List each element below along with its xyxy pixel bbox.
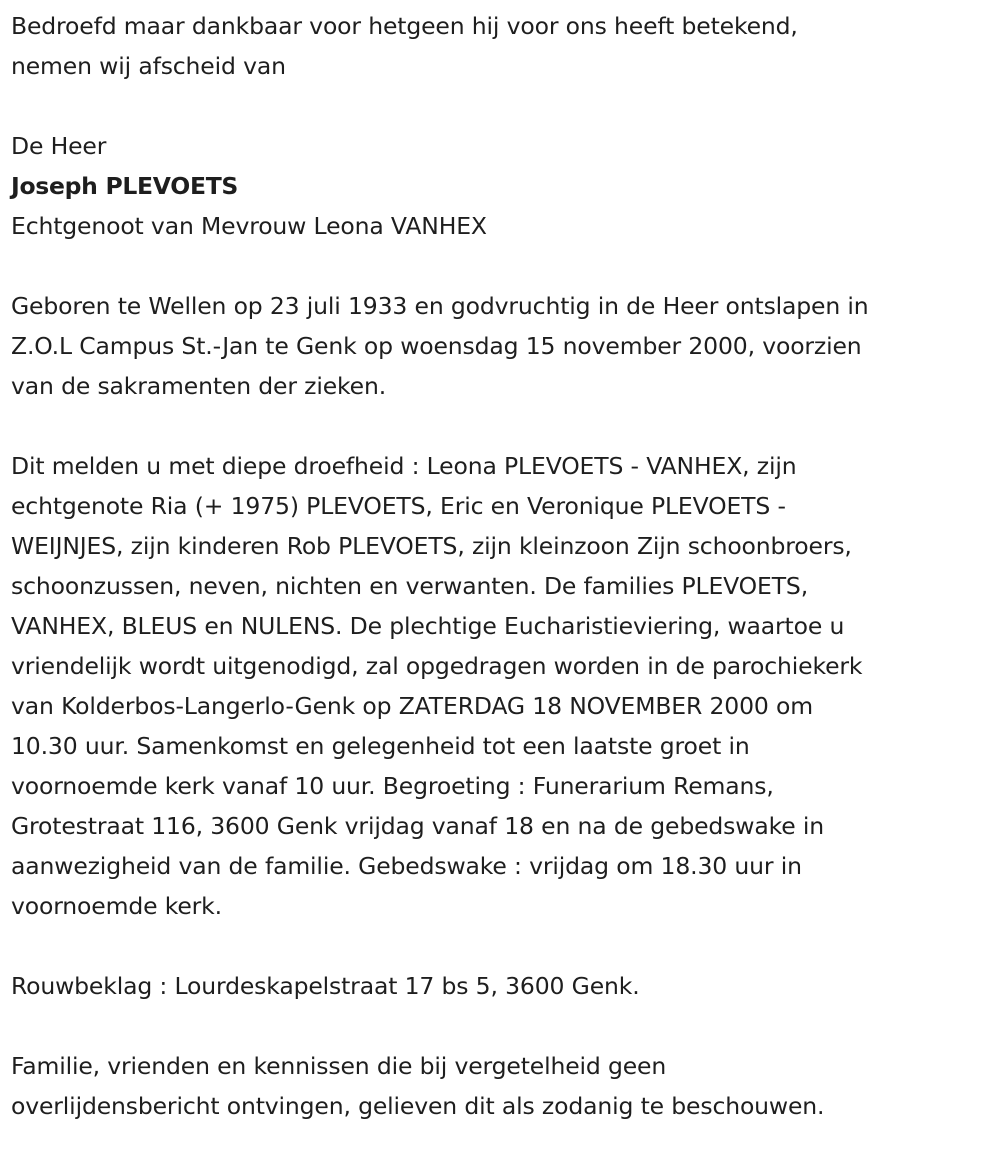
deceased-name: Joseph PLEVOETS [11, 172, 239, 200]
closing-line: Familie, vrienden en kennissen die bij vergetelheid geen [11, 1052, 667, 1080]
birth-death-line: van de sakramenten der zieken. [11, 372, 387, 400]
paragraph-gap [11, 1006, 991, 1046]
birth-death-line: Z.O.L Campus St.-Jan te Genk op woensdag 15 november 2000, voorzien [11, 332, 862, 360]
family-notice-paragraph [11, 446, 991, 926]
birth-death-paragraph [11, 286, 991, 406]
family-notice-line: WEIJNJES, zijn kinderen Rob PLEVOETS, zijn kleinzoon Zijn schoonbroers, [11, 532, 852, 560]
family-notice-line: vriendelijk wordt uitgenodigd, zal opgedragen worden in de parochiekerk [11, 652, 863, 680]
family-notice-line: van Kolderbos-Langerlo-Genk op ZATERDAG 18 NOVEMBER 2000 om [11, 692, 813, 720]
family-notice-line: voornoemde kerk vanaf 10 uur. Begroeting : Funerarium Remans, [11, 772, 774, 800]
intro-paragraph [11, 6, 991, 86]
paragraph-gap [11, 86, 991, 126]
family-notice-line: Dit melden u met diepe droefheid : Leona PLEVOETS - VANHEX, zijn [11, 452, 797, 480]
closing-paragraph [11, 1046, 991, 1126]
family-notice-line: Grotestraat 116, 3600 Genk vrijdag vanaf 18 en na de gebedswake in [11, 812, 824, 840]
paragraph-gap [11, 926, 991, 966]
family-notice-line: VANHEX, BLEUS en NULENS. De plechtige Eucharistieviering, waartoe u [11, 612, 845, 640]
family-notice-line: schoonzussen, neven, nichten en verwanten. De families PLEVOETS, [11, 572, 809, 600]
intro-line: Bedroefd maar dankbaar voor hetgeen hij voor ons heeft betekend, [11, 12, 798, 40]
intro-line: nemen wij afscheid van [11, 52, 286, 80]
honorific-title: De Heer [11, 132, 107, 160]
family-notice-line: voornoemde kerk. [11, 892, 222, 920]
birth-death-line: Geboren te Wellen op 23 juli 1933 en godvruchtig in de Heer ontslapen in [11, 292, 869, 320]
closing-line: overlijdensbericht ontvingen, gelieven dit als zodanig te beschouwen. [11, 1092, 825, 1120]
paragraph-gap [11, 406, 991, 446]
obituary-notice [11, 6, 991, 1126]
paragraph-gap [11, 246, 991, 286]
condolence-address: Rouwbeklag : Lourdeskapelstraat 17 bs 5, 3600 Genk. [11, 972, 640, 1000]
family-notice-line: 10.30 uur. Samenkomst en gelegenheid tot een laatste groet in [11, 732, 750, 760]
family-notice-line: echtgenote Ria (+ 1975) PLEVOETS, Eric en Veronique PLEVOETS - [11, 492, 786, 520]
spouse-line: Echtgenoot van Mevrouw Leona VANHEX [11, 212, 487, 240]
family-notice-line: aanwezigheid van de familie. Gebedswake : vrijdag om 18.30 uur in [11, 852, 802, 880]
